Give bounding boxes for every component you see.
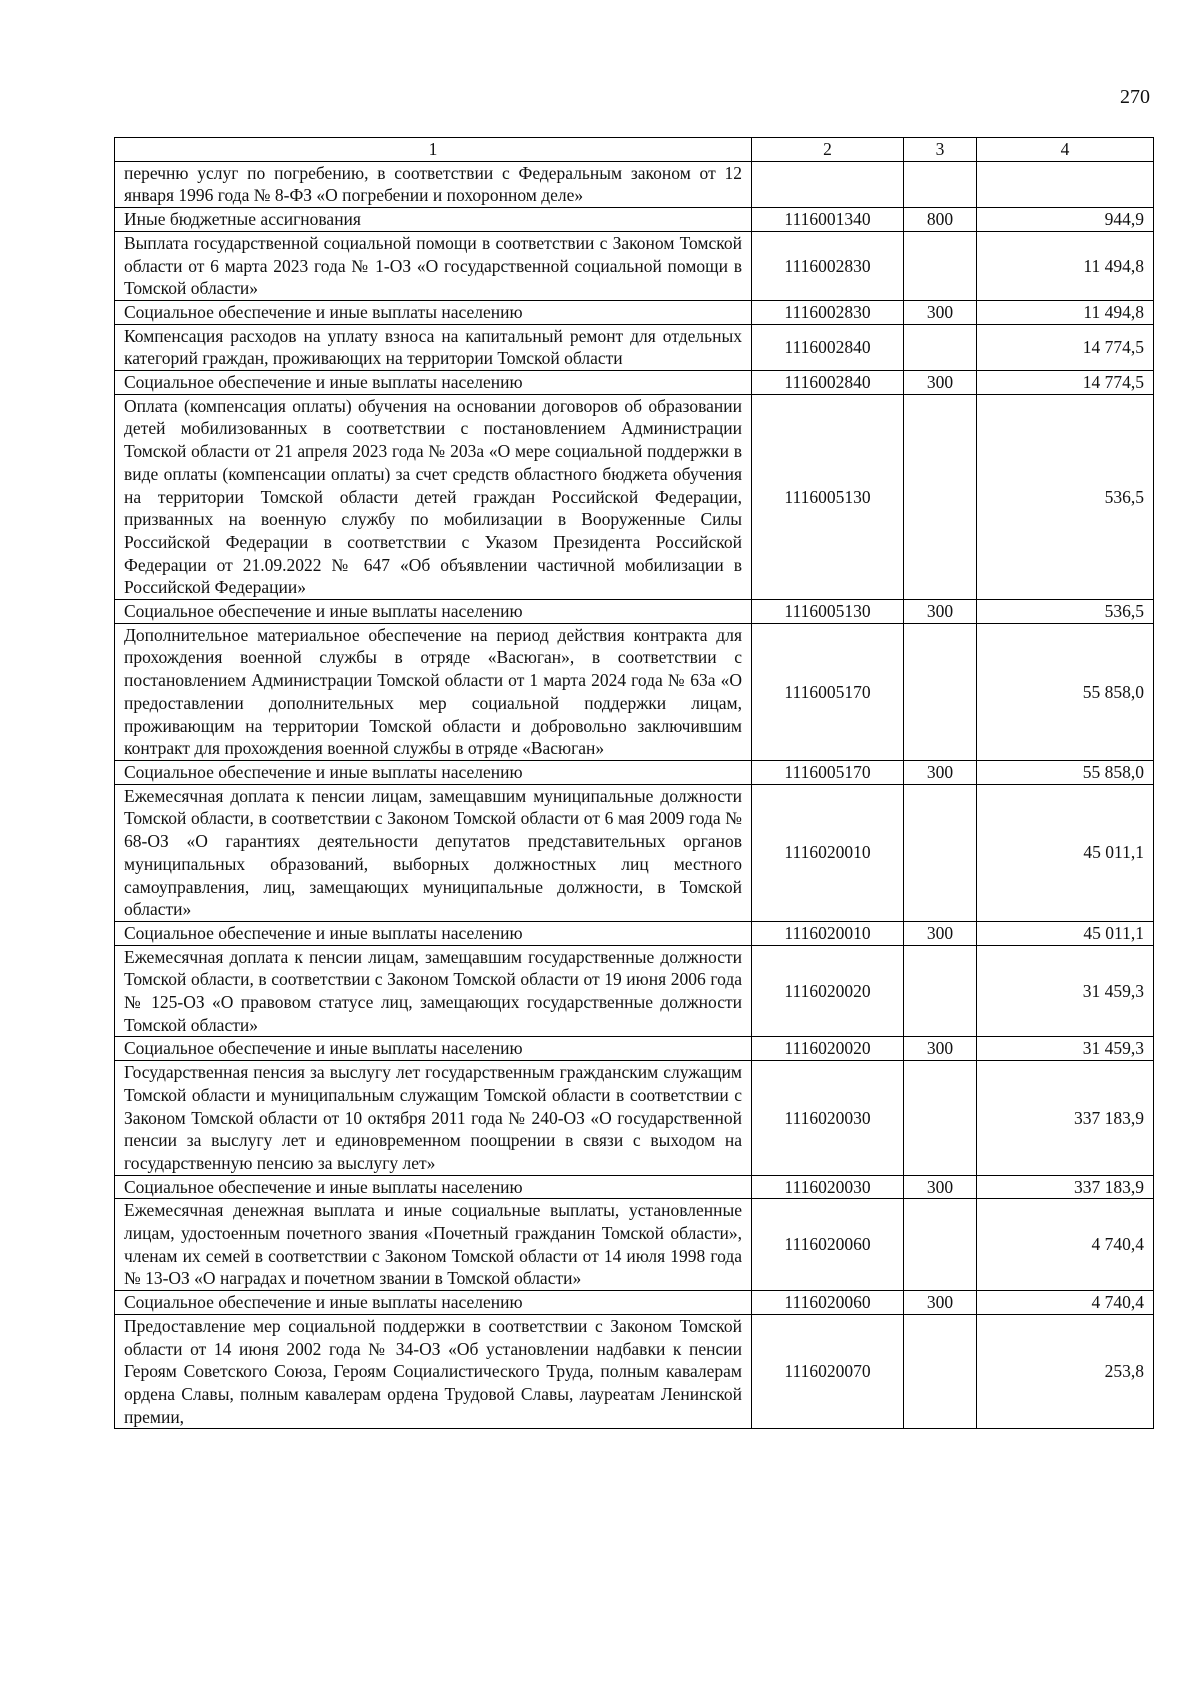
row-description: Социальное обеспечение и иные выплаты населению bbox=[115, 300, 752, 324]
row-target-code: 1116020010 bbox=[752, 784, 904, 921]
table-row bbox=[115, 600, 1154, 624]
row-target-code: 1116020060 bbox=[752, 1291, 904, 1315]
row-expense-type bbox=[904, 161, 977, 207]
table-row bbox=[115, 208, 1154, 232]
row-amount: 944,9 bbox=[977, 208, 1154, 232]
row-amount: 14 774,5 bbox=[977, 371, 1154, 395]
table-row bbox=[115, 1175, 1154, 1199]
row-description: Социальное обеспечение и иные выплаты населению bbox=[115, 1291, 752, 1315]
row-description: Социальное обеспечение и иные выплаты населению bbox=[115, 921, 752, 945]
row-target-code: 1116002830 bbox=[752, 231, 904, 300]
row-description: Иные бюджетные ассигнования bbox=[115, 208, 752, 232]
row-expense-type: 300 bbox=[904, 921, 977, 945]
row-target-code: 1116001340 bbox=[752, 208, 904, 232]
row-target-code: 1116020070 bbox=[752, 1314, 904, 1429]
row-expense-type: 300 bbox=[904, 1037, 977, 1061]
row-expense-type: 300 bbox=[904, 371, 977, 395]
row-description: Ежемесячная доплата к пенсии лицам, замещавшим муниципальные должности Томской области, в соответствии с Законом Томской области от 6 мая 2009 года № 68-ОЗ «О гарантиях деятельности депутатов представительных органов муниципальных образований, выборных должностных лиц местного самоуправления, лиц, замещающих муниципальные должности, в Томской области» bbox=[115, 784, 752, 921]
row-description: Оплата (компенсация оплаты) обучения на основании договоров об образовании детей мобилизованных в соответствии с постановлением Администрации Томской области от 21 апреля 2023 года № 203а «О мере социальной поддержки в виде оплаты (компенсации оплаты) за счет средств областного бюджета обучения на территории Томской области детей граждан Российской Федерации, призванных на военную службу по мобилизации в Вооруженные Силы Российской Федерации в соответствии с Указом Президента Российской Федерации от 21.09.2022 № 647 «Об объявлении частичной мобилизации в Российской Федерации» bbox=[115, 394, 752, 599]
row-expense-type bbox=[904, 1199, 977, 1291]
header-col-2: 2 bbox=[752, 138, 904, 162]
row-amount: 337 183,9 bbox=[977, 1061, 1154, 1176]
row-expense-type bbox=[904, 231, 977, 300]
table-row bbox=[115, 300, 1154, 324]
header-col-3: 3 bbox=[904, 138, 977, 162]
header-col-4: 4 bbox=[977, 138, 1154, 162]
table-row bbox=[115, 1291, 1154, 1315]
row-target-code: 1116020010 bbox=[752, 921, 904, 945]
row-amount: 45 011,1 bbox=[977, 784, 1154, 921]
row-amount: 45 011,1 bbox=[977, 921, 1154, 945]
row-expense-type: 300 bbox=[904, 760, 977, 784]
row-target-code: 1116002830 bbox=[752, 300, 904, 324]
table-row bbox=[115, 394, 1154, 599]
row-description: Ежемесячная доплата к пенсии лицам, замещавшим государственные должности Томской области, в соответствии с Законом Томской области от 19 июня 2006 года № 125-ОЗ «О правовом статусе лиц, замещающих государственные должности Томской области» bbox=[115, 945, 752, 1037]
row-target-code: 1116020020 bbox=[752, 945, 904, 1037]
row-expense-type bbox=[904, 784, 977, 921]
row-target-code: 1116020030 bbox=[752, 1175, 904, 1199]
row-amount: 31 459,3 bbox=[977, 1037, 1154, 1061]
row-target-code: 1116020030 bbox=[752, 1061, 904, 1176]
table-row bbox=[115, 945, 1154, 1037]
row-target-code: 1116005170 bbox=[752, 760, 904, 784]
table-row bbox=[115, 1314, 1154, 1429]
row-target-code: 1116005170 bbox=[752, 623, 904, 760]
row-description: Выплата государственной социальной помощи в соответствии с Законом Томской области от 6 марта 2023 года № 1-ОЗ «О государственной социальной помощи в Томской области» bbox=[115, 231, 752, 300]
row-description: Социальное обеспечение и иные выплаты населению bbox=[115, 600, 752, 624]
row-amount: 536,5 bbox=[977, 600, 1154, 624]
row-description: Социальное обеспечение и иные выплаты населению bbox=[115, 1175, 752, 1199]
row-target-code: 1116002840 bbox=[752, 324, 904, 370]
row-amount: 536,5 bbox=[977, 394, 1154, 599]
table-header-row bbox=[115, 138, 1154, 162]
table-row bbox=[115, 1061, 1154, 1176]
row-target-code: 1116020020 bbox=[752, 1037, 904, 1061]
row-expense-type: 300 bbox=[904, 1175, 977, 1199]
table-row bbox=[115, 921, 1154, 945]
row-description: Дополнительное материальное обеспечение на период действия контракта для прохождения военной службы в отряде «Васюган», в соответствии с постановлением Администрации Томской области от 1 марта 2024 года № 63а «О предоставлении дополнительных мер социальной поддержки лицам, проживающим на территории Томской области и добровольно заключившим контракт для прохождения военной службы в отряде «Васюган» bbox=[115, 623, 752, 760]
row-expense-type: 300 bbox=[904, 600, 977, 624]
row-target-code: 1116005130 bbox=[752, 600, 904, 624]
row-expense-type bbox=[904, 394, 977, 599]
budget-table bbox=[114, 137, 1154, 1429]
row-amount: 11 494,8 bbox=[977, 300, 1154, 324]
row-description: Социальное обеспечение и иные выплаты населению bbox=[115, 760, 752, 784]
row-amount bbox=[977, 161, 1154, 207]
table-row bbox=[115, 760, 1154, 784]
row-amount: 4 740,4 bbox=[977, 1291, 1154, 1315]
row-expense-type bbox=[904, 623, 977, 760]
table-row bbox=[115, 161, 1154, 207]
table-row bbox=[115, 371, 1154, 395]
row-expense-type: 300 bbox=[904, 300, 977, 324]
row-amount: 11 494,8 bbox=[977, 231, 1154, 300]
row-description: Ежемесячная денежная выплата и иные социальные выплаты, установленные лицам, удостоенным почетного звания «Почетный гражданин Томской области», членам их семей в соответствии с Законом Томской области от 14 июля 1998 года № 13-ОЗ «О наградах и почетном звании в Томской области» bbox=[115, 1199, 752, 1291]
row-amount: 14 774,5 bbox=[977, 324, 1154, 370]
row-expense-type bbox=[904, 1061, 977, 1176]
row-expense-type bbox=[904, 324, 977, 370]
page-number: 270 bbox=[1120, 86, 1150, 108]
row-description: Предоставление мер социальной поддержки в соответствии с Законом Томской области от 14 июня 2002 года № 34-ОЗ «Об установлении надбавки к пенсии Героям Советского Союза, Героям Социалистического Труда, полным кавалерам ордена Славы, полным кавалерам ордена Трудовой Славы, лауреатам Ленинской премии, bbox=[115, 1314, 752, 1429]
row-expense-type bbox=[904, 1314, 977, 1429]
table-row bbox=[115, 623, 1154, 760]
row-amount: 55 858,0 bbox=[977, 760, 1154, 784]
row-expense-type: 300 bbox=[904, 1291, 977, 1315]
row-amount: 4 740,4 bbox=[977, 1199, 1154, 1291]
row-target-code: 1116005130 bbox=[752, 394, 904, 599]
table-row bbox=[115, 324, 1154, 370]
row-description: Компенсация расходов на уплату взноса на капитальный ремонт для отдельных категорий граждан, проживающих на территории Томской области bbox=[115, 324, 752, 370]
row-target-code bbox=[752, 161, 904, 207]
table-row bbox=[115, 1199, 1154, 1291]
table-row bbox=[115, 784, 1154, 921]
row-description: перечню услуг по погребению, в соответствии с Федеральным законом от 12 января 1996 года № 8-ФЗ «О погребении и похоронном деле» bbox=[115, 161, 752, 207]
row-amount: 31 459,3 bbox=[977, 945, 1154, 1037]
row-amount: 55 858,0 bbox=[977, 623, 1154, 760]
row-description: Государственная пенсия за выслугу лет государственным гражданским служащим Томской области и муниципальным служащим Томской области в соответствии с Законом Томской области от 10 октября 2011 года № 240-ОЗ «О государственной пенсии за выслугу лет и единовременном поощрении в связи с выходом на государственную пенсию за выслугу лет» bbox=[115, 1061, 752, 1176]
row-expense-type bbox=[904, 945, 977, 1037]
row-expense-type: 800 bbox=[904, 208, 977, 232]
table-row bbox=[115, 231, 1154, 300]
row-target-code: 1116002840 bbox=[752, 371, 904, 395]
row-amount: 253,8 bbox=[977, 1314, 1154, 1429]
row-description: Социальное обеспечение и иные выплаты населению bbox=[115, 371, 752, 395]
row-amount: 337 183,9 bbox=[977, 1175, 1154, 1199]
header-col-1: 1 bbox=[115, 138, 752, 162]
row-description: Социальное обеспечение и иные выплаты населению bbox=[115, 1037, 752, 1061]
table-row bbox=[115, 1037, 1154, 1061]
row-target-code: 1116020060 bbox=[752, 1199, 904, 1291]
